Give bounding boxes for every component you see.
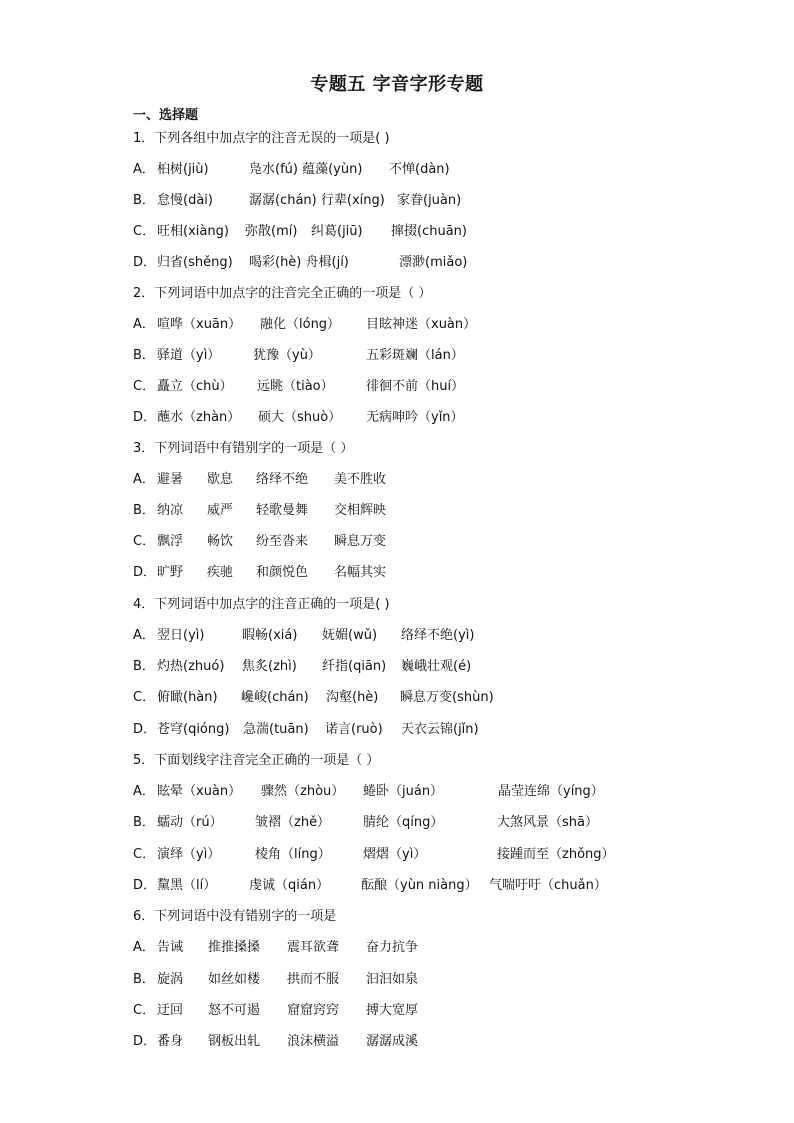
option-item: 五彩斑斓（lán） <box>366 348 464 363</box>
option-item: 避暑 <box>157 472 184 487</box>
option-letter: A． <box>133 784 155 799</box>
option-item: 家眷(juàn) <box>397 193 462 208</box>
option-item: 飘浮 <box>157 534 184 549</box>
question-stem: 5．下面划线字注音完全正确的一项是（ ） <box>133 753 380 768</box>
option-letter: D． <box>133 1034 157 1049</box>
option-item: 腈纶（qíng） <box>363 815 444 830</box>
option-item: 熠熠（yì） <box>363 847 427 862</box>
option-item: 告诫 <box>157 940 184 955</box>
option-row <box>133 346 464 366</box>
option-item: 旷野 <box>157 565 184 580</box>
option-item: 喝彩(hè) 舟楫(jí) <box>249 255 349 270</box>
option-letter: C． <box>133 379 156 394</box>
option-item: 巉峻(chán) <box>241 690 309 705</box>
option-item: 翌日(yì) <box>157 628 205 643</box>
option-row <box>133 222 467 242</box>
option-row <box>133 970 418 990</box>
option-item: 棱角（líng） <box>255 847 331 862</box>
option-row <box>133 563 386 583</box>
option-item: 酝酿（yùn niàng） <box>361 878 478 893</box>
option-item: 威严 <box>207 503 234 518</box>
option-row <box>133 1001 418 1021</box>
option-item: 美不胜收 <box>334 472 387 487</box>
option-row <box>133 470 386 490</box>
page-title: 专题五 字音字形专题 <box>310 74 484 95</box>
option-item: 苍穹(qióng) <box>157 722 230 737</box>
option-item: 奋力抗争 <box>366 940 419 955</box>
option-row <box>133 688 494 708</box>
option-item: 归省(shěng) <box>157 255 233 270</box>
option-item: 虔诚（qián） <box>249 878 330 893</box>
option-row <box>133 315 476 335</box>
option-letter: D． <box>133 878 157 893</box>
option-item: 络绎不绝 <box>256 472 309 487</box>
option-letter: B． <box>133 193 155 208</box>
option-letter: C． <box>133 534 156 549</box>
option-row <box>133 626 474 646</box>
question-stem: 1．下列各组中加点字的注音无误的一项是( ) <box>133 131 390 146</box>
option-item: 俯瞰(hàn) <box>157 690 218 705</box>
option-item: 矗立（chù） <box>157 379 233 394</box>
option-item: 番身 <box>157 1034 184 1049</box>
option-item: 接踵而至（zhǒng） <box>497 847 615 862</box>
option-item: 蜷卧（juán） <box>363 784 444 799</box>
option-letter: B． <box>133 503 155 518</box>
option-item: 驿道（yì） <box>157 348 221 363</box>
option-item: 焦炙(zhì) <box>242 659 297 674</box>
option-item: 漂渺(miǎo) <box>399 255 468 270</box>
option-item: 怠慢(dài) <box>157 193 213 208</box>
option-letter: D． <box>133 410 157 425</box>
question-stem: 4．下列词语中加点字的注音正确的一项是( ) <box>133 597 390 612</box>
option-item: 不惮(dàn) <box>389 162 450 177</box>
option-row <box>133 532 386 552</box>
option-letter: A． <box>133 628 155 643</box>
option-letter: B． <box>133 659 155 674</box>
option-row <box>133 160 450 180</box>
option-item: 汩汩如泉 <box>366 972 419 987</box>
option-item: 妩媚(wǔ) <box>322 628 378 643</box>
option-item: 钢板出轧 <box>208 1034 261 1049</box>
option-item: 徘徊不前（huí） <box>366 379 465 394</box>
option-item: 诺言(ruò) <box>325 722 383 737</box>
option-letter: D． <box>133 565 157 580</box>
option-item: 骤然（zhòu） <box>261 784 345 799</box>
option-item: 疾驰 <box>207 565 234 580</box>
option-item: 撺掇(chuān) <box>391 224 467 239</box>
question-stem: 3．下列词语中有错别字的一项是（ ） <box>133 441 354 456</box>
option-item: 喧哗（xuān） <box>157 317 242 332</box>
option-item: 远眺（tiào） <box>257 379 334 394</box>
option-item: 无病呻吟（yǐn） <box>366 410 464 425</box>
option-row <box>133 845 615 865</box>
option-item: 巍峨壮观(é) <box>401 659 472 674</box>
option-row <box>133 191 461 211</box>
option-item: 目眩神迷（xuàn） <box>366 317 477 332</box>
option-item: 瞬息万变 <box>334 534 387 549</box>
option-item: 搏大宽厚 <box>366 1003 419 1018</box>
option-row <box>133 1032 418 1052</box>
option-item: 窟窟窍窍 <box>287 1003 340 1018</box>
option-item: 轻歌曼舞 <box>256 503 309 518</box>
option-letter: B． <box>133 972 155 987</box>
option-letter: B． <box>133 348 155 363</box>
option-row <box>133 657 471 677</box>
option-item: 震耳欲聋 <box>287 940 340 955</box>
option-row <box>133 408 464 428</box>
option-item: 名幅其实 <box>334 565 387 580</box>
option-item: 纷至沓来 <box>256 534 309 549</box>
option-item: 怒不可遏 <box>208 1003 261 1018</box>
option-letter: C． <box>133 847 156 862</box>
option-item: 演绎（yì） <box>157 847 221 862</box>
option-item: 暇畅(xiá) <box>242 628 298 643</box>
option-letter: A． <box>133 317 155 332</box>
option-item: 硕大（shuò） <box>258 410 342 425</box>
option-letter: A． <box>133 162 155 177</box>
option-item: 推推搡搡 <box>208 940 261 955</box>
option-letter: A． <box>133 472 155 487</box>
option-item: 旺相(xiàng) <box>157 224 229 239</box>
option-item: 黧黑（lí） <box>157 878 217 893</box>
option-item: 蘸水（zhàn） <box>157 410 241 425</box>
option-item: 桕树(jiù) <box>157 162 209 177</box>
option-item: 浪沫横溢 <box>287 1034 340 1049</box>
option-item: 瞬息万变(shùn) <box>400 690 494 705</box>
option-item: 急湍(tuān) <box>243 722 309 737</box>
option-item: 纠葛(jiū) <box>311 224 363 239</box>
option-item: 蠕动（rú） <box>157 815 223 830</box>
section-heading: 一、选择题 <box>133 108 199 123</box>
option-letter: A． <box>133 940 155 955</box>
option-item: 融化（lóng） <box>260 317 341 332</box>
question-stem: 6．下列词语中没有错别字的一项是 <box>133 909 337 924</box>
option-item: 歇息 <box>207 472 234 487</box>
option-item: 皱褶（zhě） <box>255 815 331 830</box>
option-row <box>133 938 418 958</box>
option-item: 潺潺成溪 <box>366 1034 419 1049</box>
option-letter: C． <box>133 690 156 705</box>
option-item: 灼热(zhuó) <box>157 659 225 674</box>
option-row <box>133 782 604 802</box>
option-item: 纤指(qiān) <box>322 659 387 674</box>
option-item: 弥散(mí) <box>245 224 298 239</box>
option-item: 如丝如楼 <box>208 972 261 987</box>
option-item: 纳凉 <box>157 503 184 518</box>
option-letter: D． <box>133 722 157 737</box>
option-item: 天衣云锦(jǐn) <box>401 722 479 737</box>
option-letter: C． <box>133 224 156 239</box>
option-item: 交相辉映 <box>334 503 387 518</box>
option-item: 畅饮 <box>207 534 234 549</box>
option-item: 和颜悦色 <box>256 565 309 580</box>
option-item: 凫水(fú) 蕴藻(yùn) <box>249 162 363 177</box>
option-item: 络绎不绝(yì) <box>401 628 475 643</box>
option-item: 大煞风景（shā） <box>497 815 598 830</box>
option-item: 晶莹连绵（yíng） <box>498 784 604 799</box>
option-letter: B． <box>133 815 155 830</box>
option-item: 拱而不服 <box>287 972 340 987</box>
option-row <box>133 876 607 896</box>
option-letter: C． <box>133 1003 156 1018</box>
option-row <box>133 377 464 397</box>
option-item: 旋涡 <box>157 972 184 987</box>
option-row <box>133 813 598 833</box>
option-item: 气喘吁吁（chuǎn） <box>489 878 607 893</box>
option-row <box>133 253 467 273</box>
option-letter: D． <box>133 255 157 270</box>
option-item: 沟壑(hè) <box>326 690 379 705</box>
question-stem: 2．下列词语中加点字的注音完全正确的一项是（ ） <box>133 286 432 301</box>
option-row <box>133 501 386 521</box>
option-item: 迂回 <box>157 1003 184 1018</box>
option-item: 眩晕（xuàn） <box>157 784 242 799</box>
option-item: 犹豫（yù） <box>253 348 321 363</box>
option-item: 潺潺(chán) 行辈(xíng) <box>249 193 385 208</box>
option-row <box>133 720 479 740</box>
